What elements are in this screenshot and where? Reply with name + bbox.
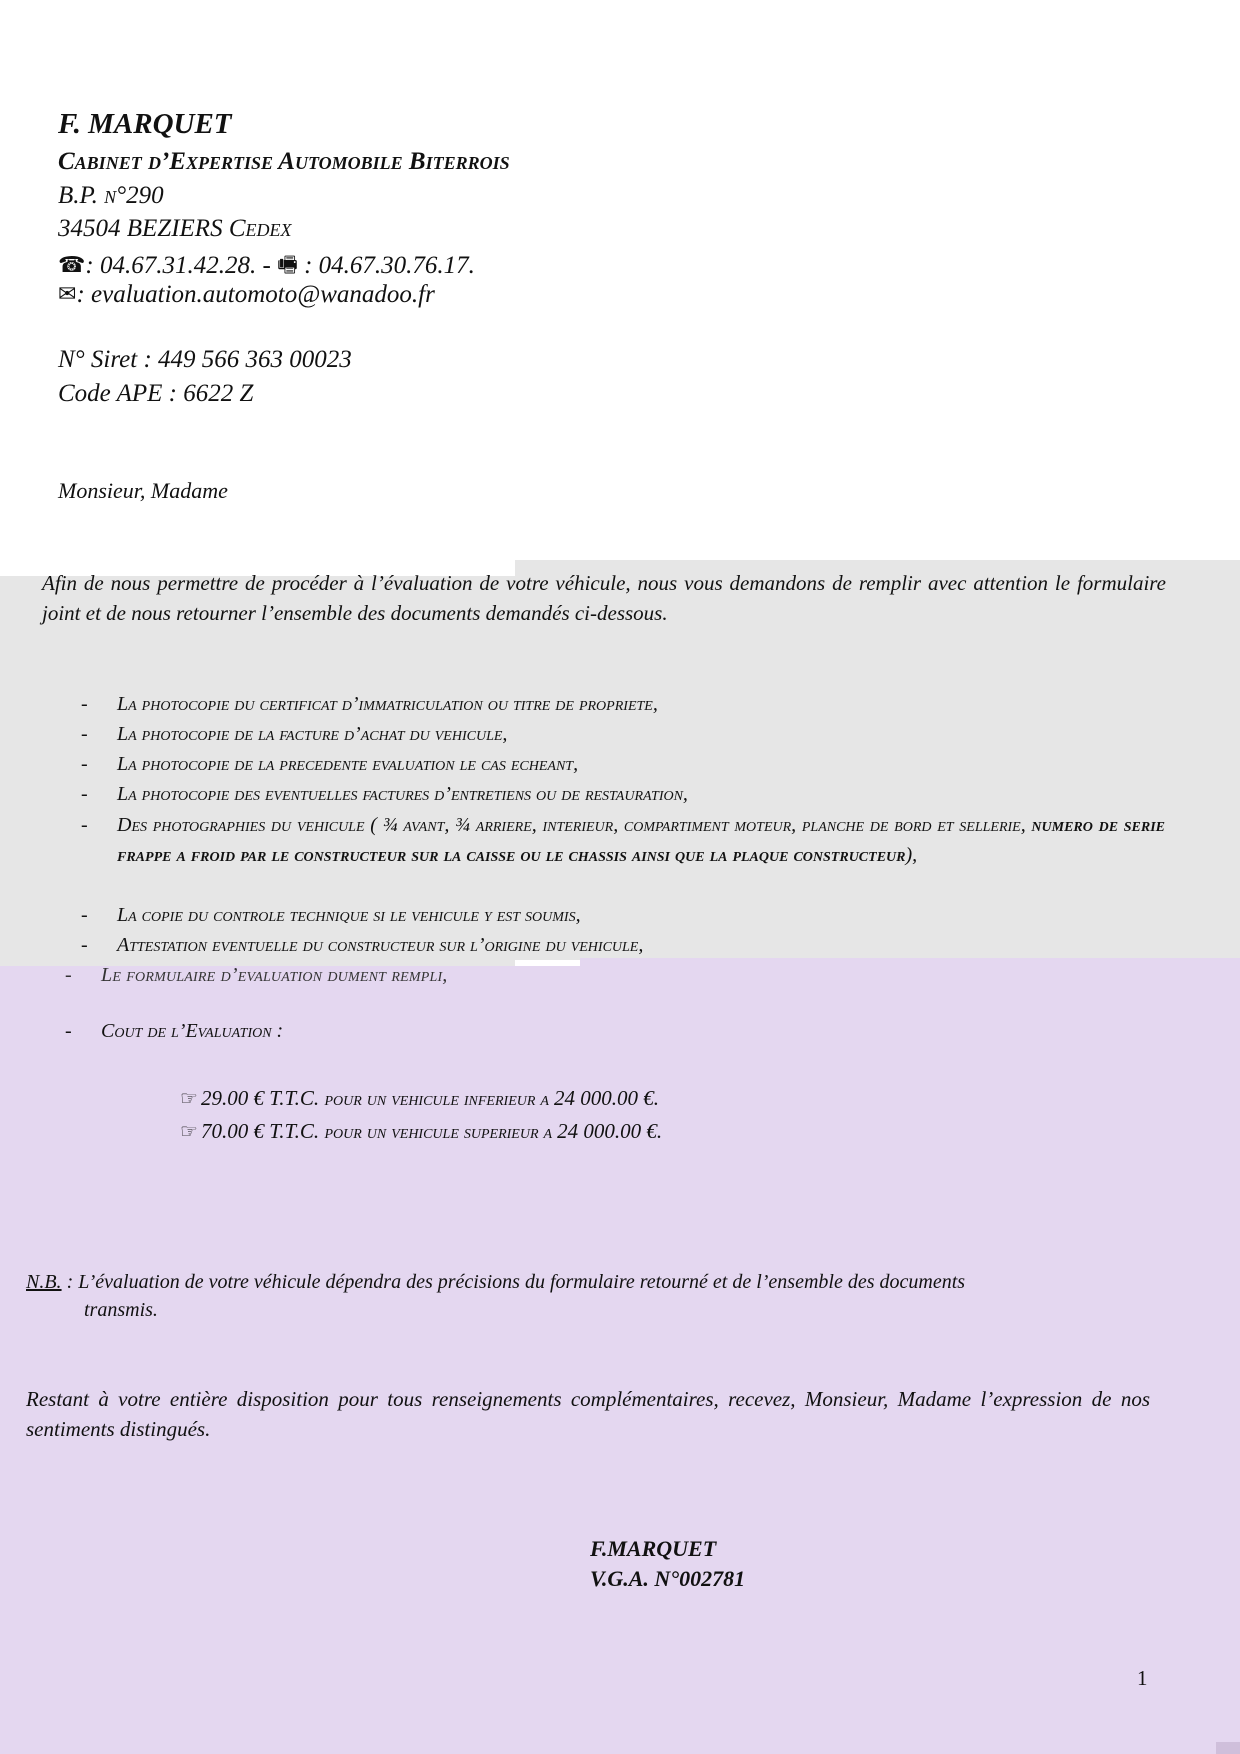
siret-number: N° Siret : 449 566 363 00023 <box>58 346 352 373</box>
cost-amount: 29.00 € T.T.C. <box>200 1086 325 1110</box>
cost-title: Cout de l’Evaluation : <box>101 1020 284 1042</box>
city-line <box>58 215 292 243</box>
email-address[interactable]: : evaluation.automoto@wanadoo.fr <box>76 281 435 308</box>
fax-number: : 04.67.30.76.17. <box>297 252 475 279</box>
ape-code: Code APE : 6622 Z <box>58 380 254 407</box>
list-item-text: La photocopie des eventuelles factures d’entretiens ou de restauration, <box>117 783 688 805</box>
closing-paragraph: Restant à votre entière disposition pour tous renseignements complémentaires, recevez, Monsieur, Madame l’expression de nos sentiments distingués. <box>26 1387 1150 1441</box>
po-box <box>58 182 164 210</box>
bullet-dash: - <box>81 783 88 805</box>
cost-description: pour un vehicule inferieur a <box>324 1088 554 1110</box>
cost-description: pour un vehicule superieur a <box>324 1121 558 1143</box>
cost-amount: 70.00 € T.T.C. <box>200 1119 325 1143</box>
nota-bene <box>26 1268 1146 1324</box>
fax-icon: 🖷 <box>277 252 298 277</box>
bullet-dash: - <box>81 934 88 956</box>
contact-email <box>58 281 435 309</box>
list-item-text: La photocopie de la facture d’achat du vehicule, <box>117 723 508 745</box>
bullet-dash: - <box>81 723 88 745</box>
list-item-suffix: ), <box>905 844 918 866</box>
nb-text: : L’évaluation de votre véhicule dépendra des précisions du formulaire retourné et de l’ensemble des documents <box>61 1271 966 1293</box>
list-item-text: Attestation eventuelle du constructeur sur l’origine du vehicule, <box>117 934 644 956</box>
cost-line <box>180 1119 662 1144</box>
salutation: Monsieur, Madame <box>58 478 228 503</box>
list-item-emphasis: numero de serie frappe a froid par le constructeur sur la caisse ou le chassis ainsi que la plaque constructeur <box>117 814 1165 866</box>
pointing-hand-icon: ☞ <box>180 1088 198 1110</box>
cost-heading <box>65 1020 284 1043</box>
po-box-number-label: n° <box>104 182 127 209</box>
phone-number: : 04.67.31.42.28. <box>85 252 257 279</box>
po-box-prefix: B.P. <box>58 182 105 209</box>
sender-name: F. MARQUET <box>58 108 232 140</box>
bullet-dash: - <box>81 693 88 715</box>
cost-threshold: 24 000.00 €. <box>557 1119 663 1143</box>
telephone-icon: ☎ <box>58 252 86 277</box>
signature-name: F.MARQUET <box>590 1536 717 1561</box>
list-item-text: Le formulaire d’evaluation dument rempli, <box>101 964 448 986</box>
list-item-text: Des photographies du vehicule ( ¾ avant, ¾ arriere, interieur, compartiment moteur, planche de bord et sellerie, <box>117 814 1032 836</box>
pointing-hand-icon: ☞ <box>180 1121 198 1143</box>
city: 34504 BEZIERS <box>58 215 229 242</box>
bullet-dash: - <box>81 904 88 926</box>
scan-artifact <box>1216 1742 1240 1754</box>
scan-background-gray <box>0 576 515 966</box>
list-item-text: La photocopie du certificat d’immatriculation ou titre de propriete, <box>117 693 658 715</box>
list-item-text: La copie du controle technique si le vehicule y est soumis, <box>117 904 581 926</box>
scan-background-lilac <box>0 966 580 1754</box>
nb-continuation: transmis. <box>84 1299 158 1321</box>
bullet-dash: - <box>81 814 88 836</box>
cedex: Cedex <box>228 215 292 242</box>
nb-label: N.B. <box>26 1271 62 1293</box>
bullet-dash: - <box>65 1020 72 1042</box>
separator: - <box>256 252 278 279</box>
intro-paragraph: Afin de nous permettre de procéder à l’évaluation de votre véhicule, nous vous demandons de remplir avec attention le formulaire joint et de nous retourner l’ensemble des documents demandés ci-dessous. <box>42 571 1166 625</box>
list-item-text: La photocopie de la precedente evaluation le cas echeant, <box>117 753 579 775</box>
page-number: 1 <box>1137 1666 1148 1690</box>
cost-line <box>180 1086 659 1111</box>
signature-credential: V.G.A. N°002781 <box>590 1566 746 1591</box>
po-box-value: 290 <box>126 182 164 209</box>
bullet-dash: - <box>65 964 72 986</box>
cost-threshold: 24 000.00 €. <box>553 1086 659 1110</box>
mail-icon: ✉ <box>58 281 77 306</box>
bullet-dash: - <box>81 753 88 775</box>
scan-background-lilac <box>580 958 1240 1754</box>
firm-name: Cabinet d’Expertise Automobile Biterrois <box>58 148 510 175</box>
